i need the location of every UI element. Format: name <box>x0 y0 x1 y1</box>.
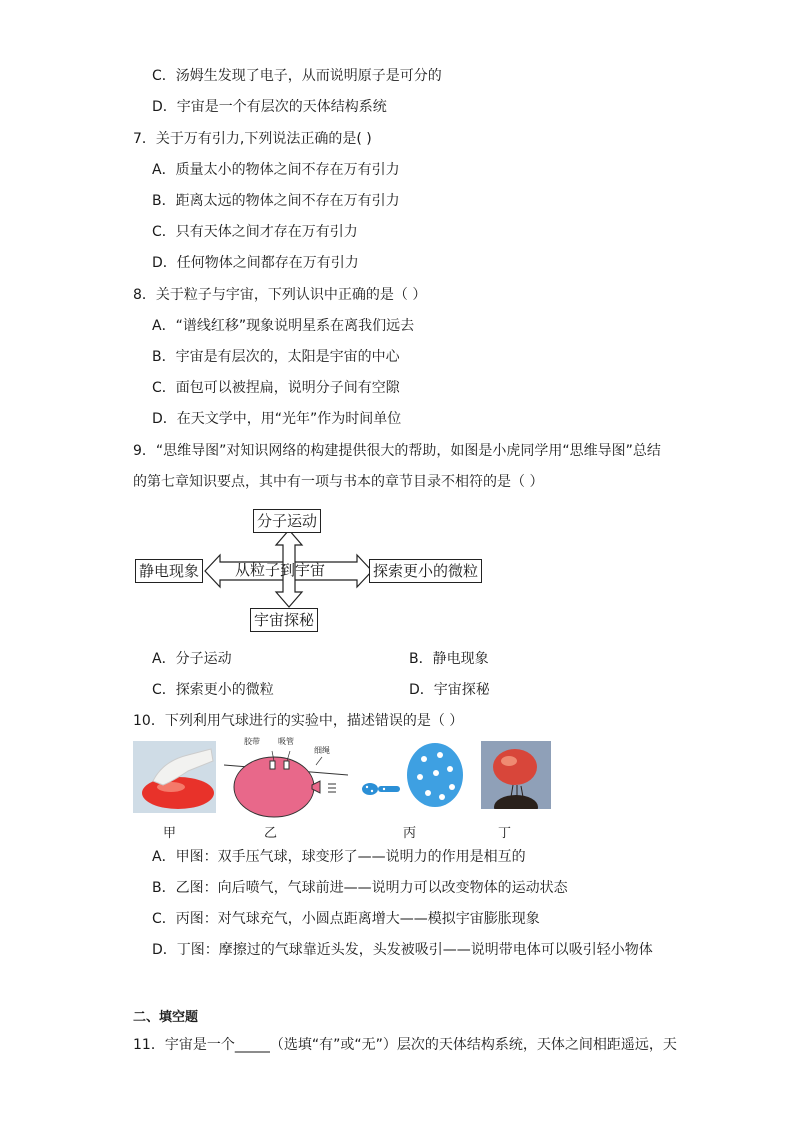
q9-option-c: C．探索更小的微粒 <box>152 682 274 698</box>
figure-ding-photo <box>481 741 551 809</box>
q8-option-a: A．“谱线红移”现象说明星系在离我们远去 <box>152 318 415 334</box>
q8-option-d: D．在天文学中，用“光年”作为时间单位 <box>152 411 402 427</box>
q10-option-a: A．甲图：双手压气球，球变形了——说明力的作用是相互的 <box>152 849 526 865</box>
dotted-balloons-image <box>352 741 472 813</box>
q9-option-d: D．宇宙探秘 <box>409 682 490 698</box>
question-11: 11．宇宙是一个_____（选填“有”或“无”）层次的天体结构系统，天体之间相距遥远，天 <box>133 1037 677 1053</box>
q10-option-b: B．乙图：向后喷气，气球前进——说明力可以改变物体的运动状态 <box>152 880 568 896</box>
q9-option-a: A．分子运动 <box>152 651 232 667</box>
figure-bing-images <box>352 741 472 813</box>
question-8: 8．关于粒子与宇宙，下列认识中正确的是（ ） <box>133 287 427 303</box>
q10-option-d: D．丁图：摩擦过的气球靠近头发，头发被吸引——说明带电体可以吸引轻小物体 <box>152 942 653 958</box>
figure-yi-caption: 乙 <box>264 826 278 841</box>
mind-map-bottom-box: 宇宙探秘 <box>250 608 318 632</box>
mind-map-diagram <box>135 505 485 635</box>
question-9-line-1: 9．“思维导图”对知识网络的构建提供很大的帮助，如图是小虎同学用“思维导图”总结 <box>133 443 661 459</box>
q8-option-b: B．宇宙是有层次的，太阳是宇宙的中心 <box>152 349 400 365</box>
q7-option-c: C．只有天体之间才存在万有引力 <box>152 224 358 240</box>
question-10: 10．下列利用气球进行的实验中，描述错误的是（ ） <box>133 713 464 729</box>
question-9-line-2: 的第七章知识要点，其中有一项与书本的章节目录不相符的是（ ） <box>133 474 544 490</box>
label-tape: 胶带 <box>244 737 260 746</box>
mind-map-right-box: 探索更小的微粒 <box>369 559 482 583</box>
q6-option-d: D．宇宙是一个有层次的天体结构系统 <box>152 99 387 115</box>
q9-option-b: B．静电现象 <box>409 651 489 667</box>
question-7: 7．关于万有引力,下列说法正确的是( ) <box>133 131 372 147</box>
figure-bing-caption: 丙 <box>403 826 417 841</box>
q7-option-d: D．任何物体之间都存在万有引力 <box>152 255 359 271</box>
figure-jia-photo <box>133 741 216 813</box>
q6-option-c: C．汤姆生发现了电子，从而说明原子是可分的 <box>152 68 442 84</box>
q8-option-c: C．面包可以被捏扁，说明分子间有空隙 <box>152 380 400 396</box>
mind-map-top-box: 分子运动 <box>253 509 321 533</box>
balloon-hair-image <box>481 741 551 809</box>
mind-map-left-box: 静电现象 <box>135 559 203 583</box>
q10-option-c: C．丙图：对气球充气，小圆点距离增大——模拟宇宙膨胀现象 <box>152 911 540 927</box>
q7-option-a: A．质量太小的物体之间不存在万有引力 <box>152 162 400 178</box>
mind-map-center-label: 从粒子到宇宙 <box>235 561 326 579</box>
figure-jia-caption: 甲 <box>163 826 177 841</box>
label-string: 细绳 <box>314 746 330 755</box>
label-straw: 吸管 <box>278 737 294 746</box>
pressed-balloon-image <box>133 741 216 813</box>
figure-ding-caption: 丁 <box>498 826 512 841</box>
q7-option-b: B．距离太远的物体之间不存在万有引力 <box>152 193 400 209</box>
section-fill-in-blank-heading: 二、填空题 <box>133 1010 199 1025</box>
figure-yi-diagram <box>224 737 348 823</box>
